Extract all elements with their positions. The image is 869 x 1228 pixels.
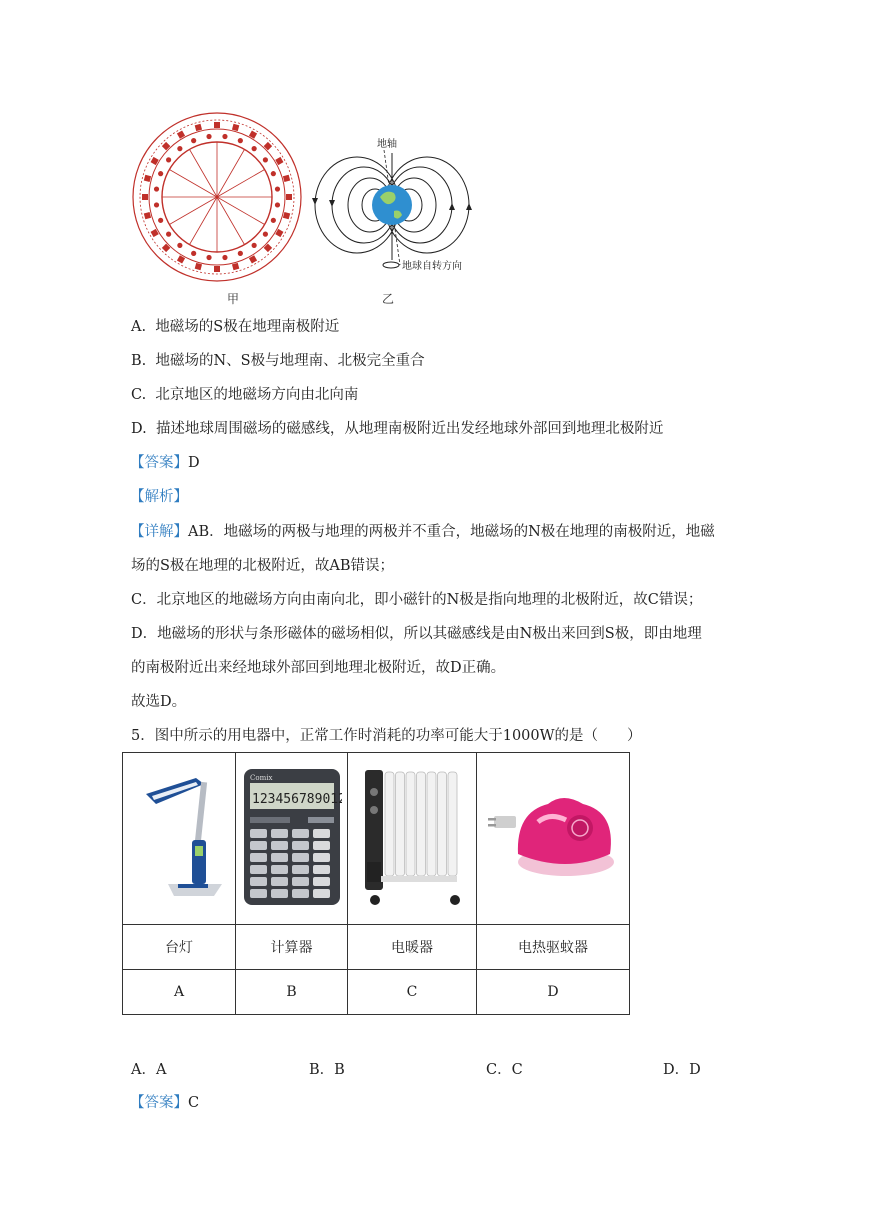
letter-d: D	[477, 970, 630, 1015]
letter-b: B	[236, 970, 348, 1015]
detail-line-1: 【详解】AB．地磁场的两极与地理的两极并不重合，地磁场的N极在地理的南极附近，地磁	[130, 524, 715, 540]
letter-a: A	[123, 970, 236, 1015]
option-d: D. 描述地球周围磁场的磁感线，从地理南极附近出发经地球外部回到地理北极附近	[131, 421, 664, 437]
compass-diagram	[132, 110, 302, 285]
name-calculator: 计算器	[236, 925, 348, 970]
detail-line-3: C．北京地区的地磁场方向由南向北，即小磁针的N极是指向地理的北极附近，故C错误；	[131, 592, 703, 608]
detail-line-6: 故选D。	[131, 694, 187, 710]
desk-lamp-icon	[134, 772, 224, 902]
calculator-icon	[242, 767, 342, 907]
option-c: C. 北京地区的地磁场方向由北向南	[131, 387, 359, 403]
answer-line-1: 【答案】D	[130, 455, 200, 471]
earth-magnetic-field-diagram	[312, 135, 482, 285]
earth-axis-label: 地轴	[377, 139, 397, 150]
table-row-names	[123, 925, 630, 970]
name-lamp: 台灯	[123, 925, 236, 970]
appliance-table	[122, 752, 630, 1015]
choice-b: B．B	[309, 1062, 345, 1078]
option-b: B. 地磁场的N、S极与地理南、北极完全重合	[131, 353, 425, 369]
analysis-heading: 【解析】	[130, 489, 188, 505]
calculator-display: 123456789012	[251, 791, 342, 807]
cell-calculator-image	[236, 753, 348, 925]
choice-a: A．A	[131, 1062, 167, 1078]
letter-c: C	[348, 970, 477, 1015]
name-repellent: 电热驱蚊器	[477, 925, 630, 970]
detail-line-5: 的南极附近出来经地球外部回到地理北极附近，故D正确。	[131, 660, 506, 676]
choice-d: D．D	[663, 1062, 701, 1078]
cell-lamp-image	[123, 753, 236, 925]
name-heater: 电暖器	[348, 925, 477, 970]
figure-caption-right: 乙	[382, 292, 395, 306]
table-row-letters	[123, 970, 630, 1015]
question-5: 5．图中所示的用电器中，正常工作时消耗的功率可能大于1000W的是（ ）	[131, 728, 642, 744]
detail-line-2: 场的S极在地理的北极附近，故AB错误；	[131, 558, 395, 574]
figure-caption-left: 甲	[227, 292, 240, 306]
oil-heater-icon	[357, 762, 467, 912]
earth-rotation-label: 地球自转方向	[402, 261, 462, 272]
figures-area	[132, 110, 477, 310]
mosquito-repellent-icon	[488, 782, 618, 892]
option-a: A. 地磁场的S极在地理南极附近	[131, 319, 340, 335]
cell-heater-image	[348, 753, 477, 925]
calculator-brand: Comix	[249, 773, 272, 782]
answer-line-2: 【答案】C	[130, 1095, 200, 1111]
cell-repellent-image	[477, 753, 630, 925]
choice-c: C．C	[486, 1062, 523, 1078]
table-row-images	[123, 753, 630, 925]
detail-line-4: D．地磁场的形状与条形磁体的磁场相似，所以其磁感线是由N极出来回到S极，即由地理	[131, 626, 702, 642]
